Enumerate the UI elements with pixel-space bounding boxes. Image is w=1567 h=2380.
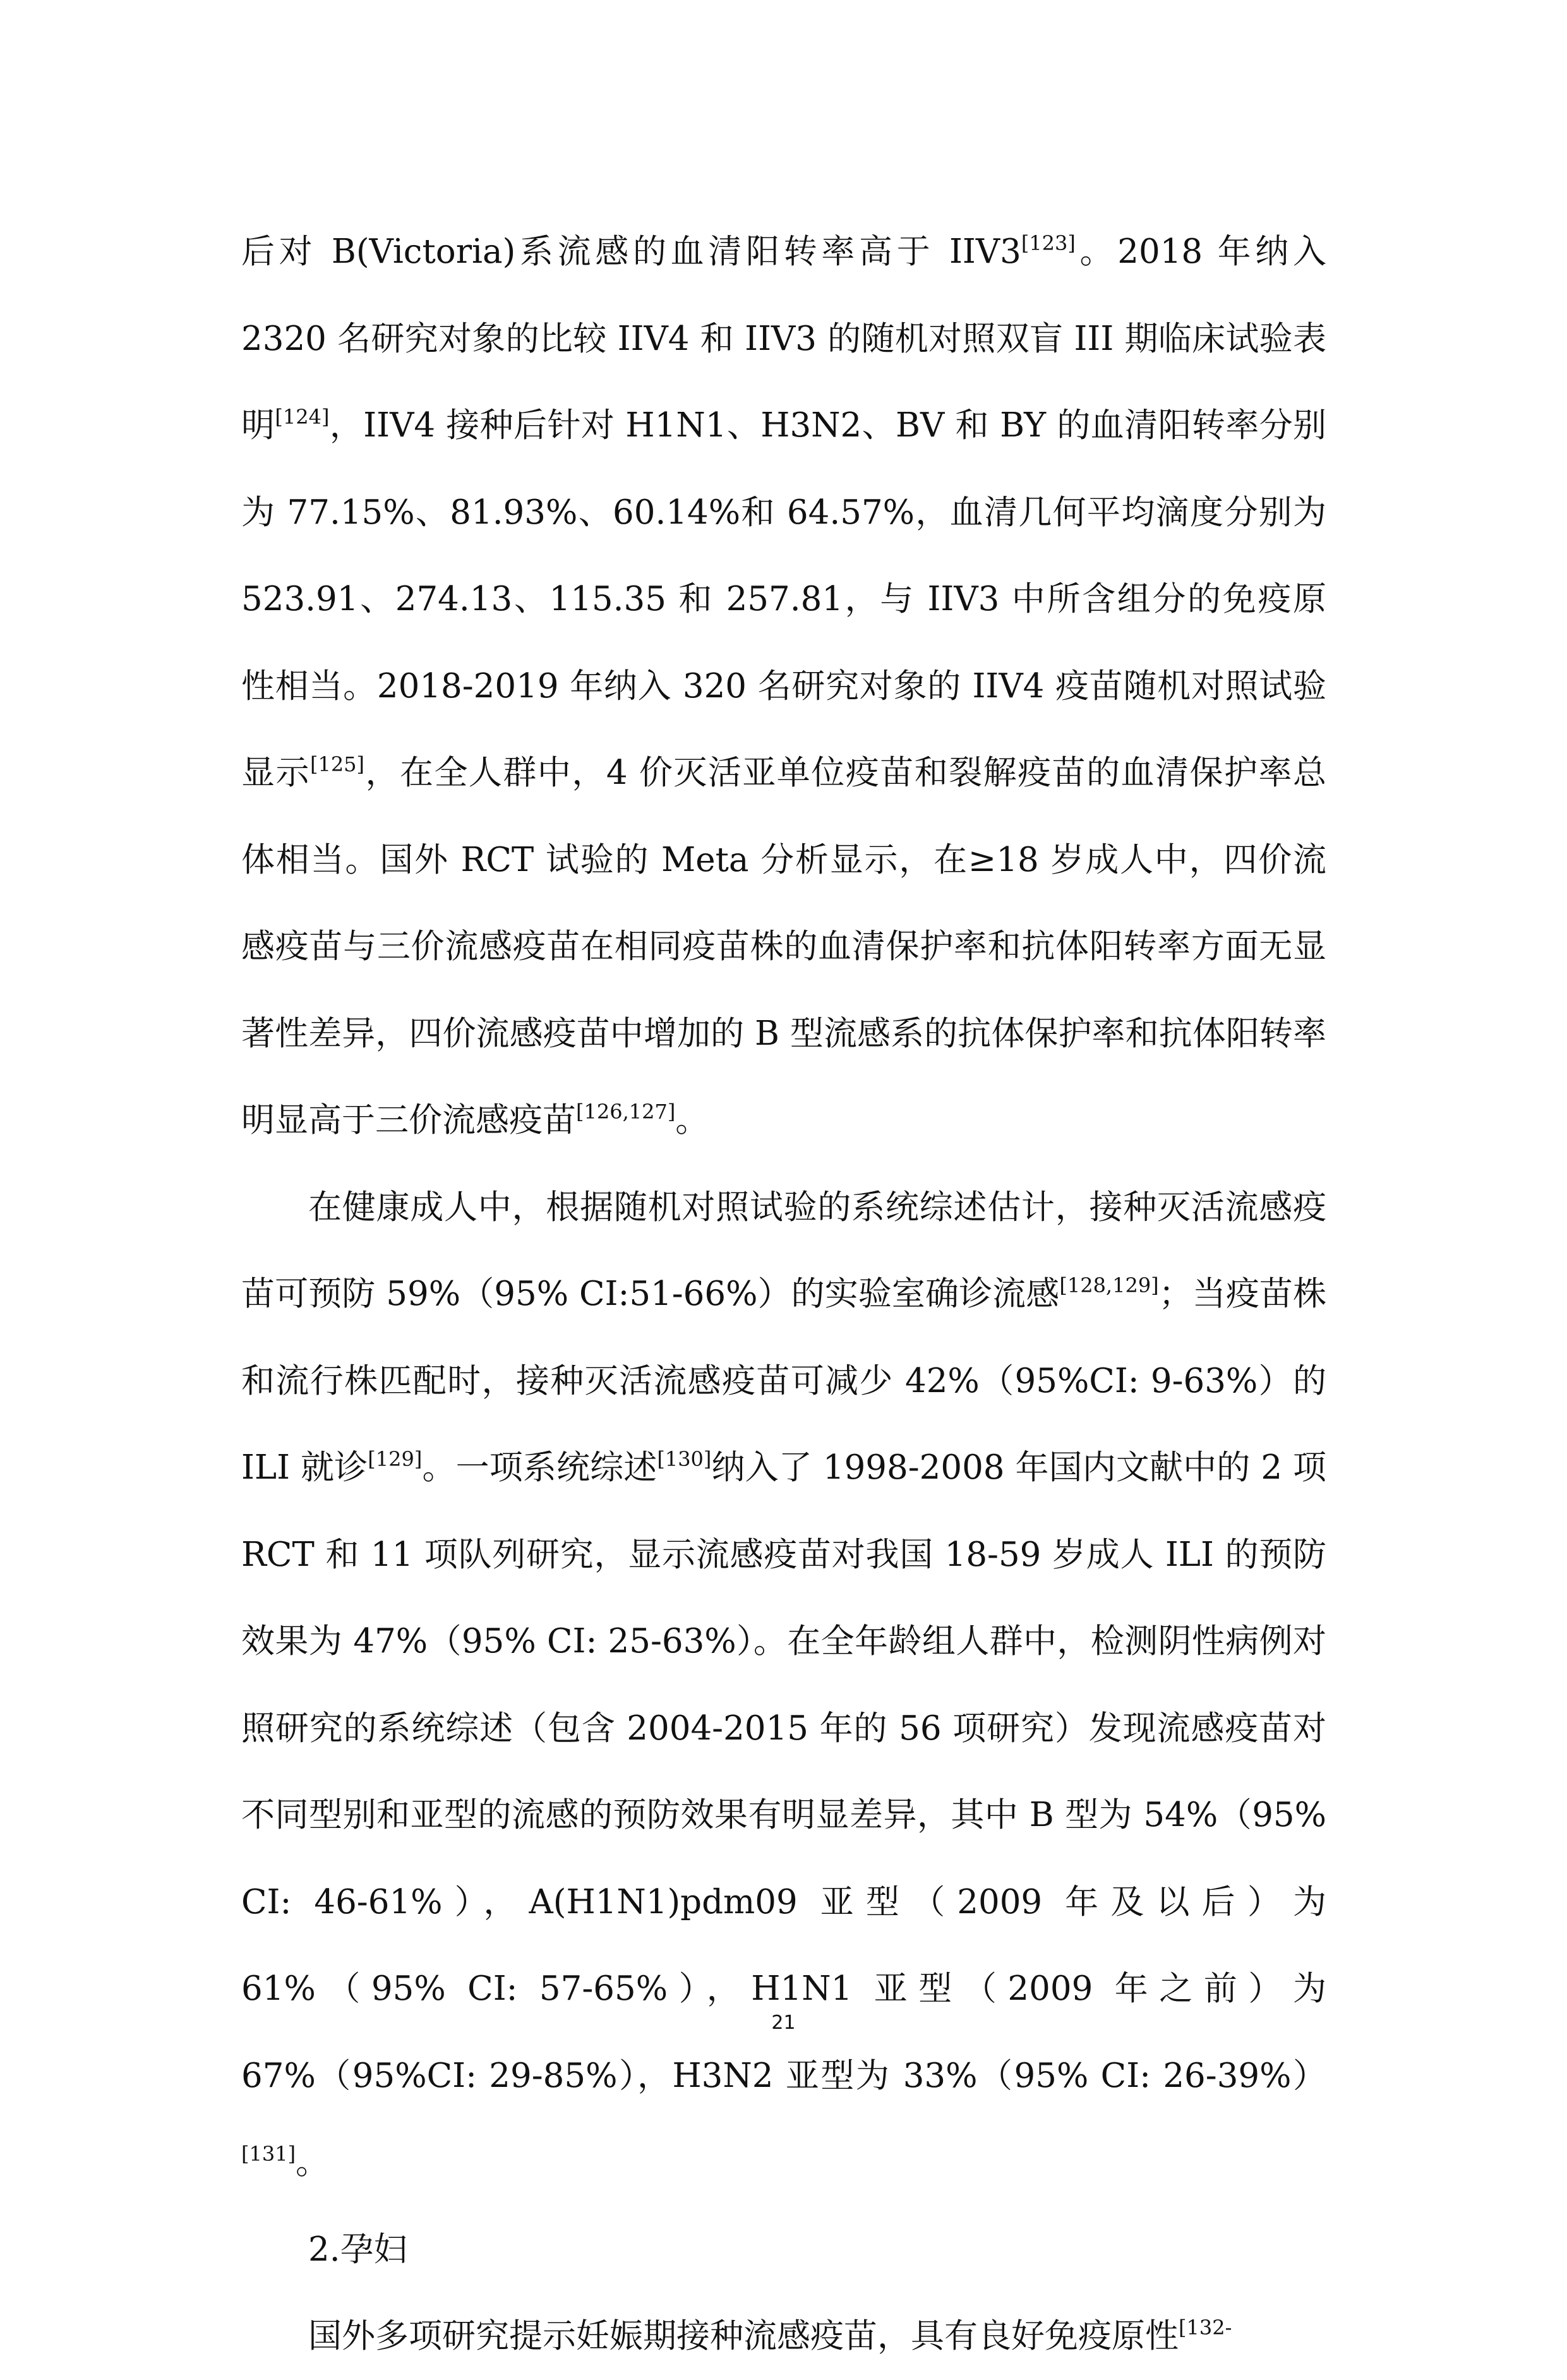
text-run: 。 [675,1101,709,1139]
paragraph-3 [241,2293,1326,2380]
citation-ref: [129] [368,1447,423,1471]
body-text [241,208,1326,2380]
text-run: 纳入了 1998-2008 年国内文献中的 2 项 RCT 和 11 项队列研究，显示流感疫苗对我国 18-59 岁成人 ILI 的预防效果为 47%（95% CI: 25-63%）。在全年龄组人群中，检测阴性病例对照研究的系统综述（包含 2004-2015 年的 56 项研究）发现流感疫苗对不同型别和亚型的流感的预防效果有明显差异，其中 B 型为 54%（95% CI: 46-61%），A(H1N1)pdm09 亚型（2009 年及以后）为 61%（95% CI: 57-65%），H1N1 亚型（2009 年之前）为 67%（95%CI: 29-85%），H3N2 亚型为 33%（95% CI: 26-39%） [241,1448,1327,2095]
paragraph-1 [241,208,1326,1164]
citation-ref: [126,127] [576,1100,676,1124]
text-run: 。2018 年纳入 2320 名研究对象的比较 IIV4 和 IIV3 的随机对照双盲 III 期临床试验表明 [241,232,1327,445]
text-run: 在健康成人中，根据随机对照试验的系统综述估计，接种灭活流感疫苗可预防 59%（95% CI:51-66%）的实验室确诊流感 [241,1187,1326,1313]
citation-ref: [125] [309,752,365,776]
text-run: 。一项系统综述 [422,1448,657,1487]
text-run: ，IIV4 接种后针对 H1N1、H3N2、BV 和 BY 的血清阳转率分别为 77.15%、81.93%、60.14%和 64.57%，血清几何平均滴度分别为 523.91、274.13、115.35 和 257.81，与 IIV3 中所含组分的免疫原性相当。2018-2019 年纳入 320 名研究对象的 IIV4 疫苗随机对照试验显示 [241,406,1327,792]
citation-ref: [123] [1021,231,1076,255]
citation-ref: [131] [241,2142,296,2166]
citation-ref: [130] [657,1447,712,1471]
text-run: 后对 B(Victoria)系流感的血清阳转率高于 IIV3 [241,232,1021,271]
citation-ref: [124] [275,405,330,429]
text-run: 。 [296,2143,330,2182]
page-number: 21 [771,2012,796,2034]
section-heading: 2.孕妇 [308,2230,407,2269]
citation-ref: [128,129] [1059,1273,1159,1297]
text-run: 国外多项研究提示妊娠期接种流感疫苗，具有良好免疫原性 [308,2317,1179,2355]
text-run: ，在全人群中，4 价灭活亚单位疫苗和裂解疫苗的血清保护率总体相当。国外 RCT 试验的 Meta 分析显示，在≥18 岁成人中，四价流感疫苗与三价流感疫苗在相同疫苗株的血清保护率和抗体阳转率方面无显著性差异，四价流感疫苗中增加的 B 型流感系的抗体保护率和抗体阳转率明显高于三价流感疫苗 [241,754,1326,1139]
text-run: ；当疫苗株和流行株匹配时，接种灭活流感疫苗可减少 42%（95%CI: 9-63%）的 ILI 就诊 [241,1275,1327,1487]
paragraph-2 [241,1164,1326,2206]
citation-ref: [132- [1179,2316,1232,2340]
